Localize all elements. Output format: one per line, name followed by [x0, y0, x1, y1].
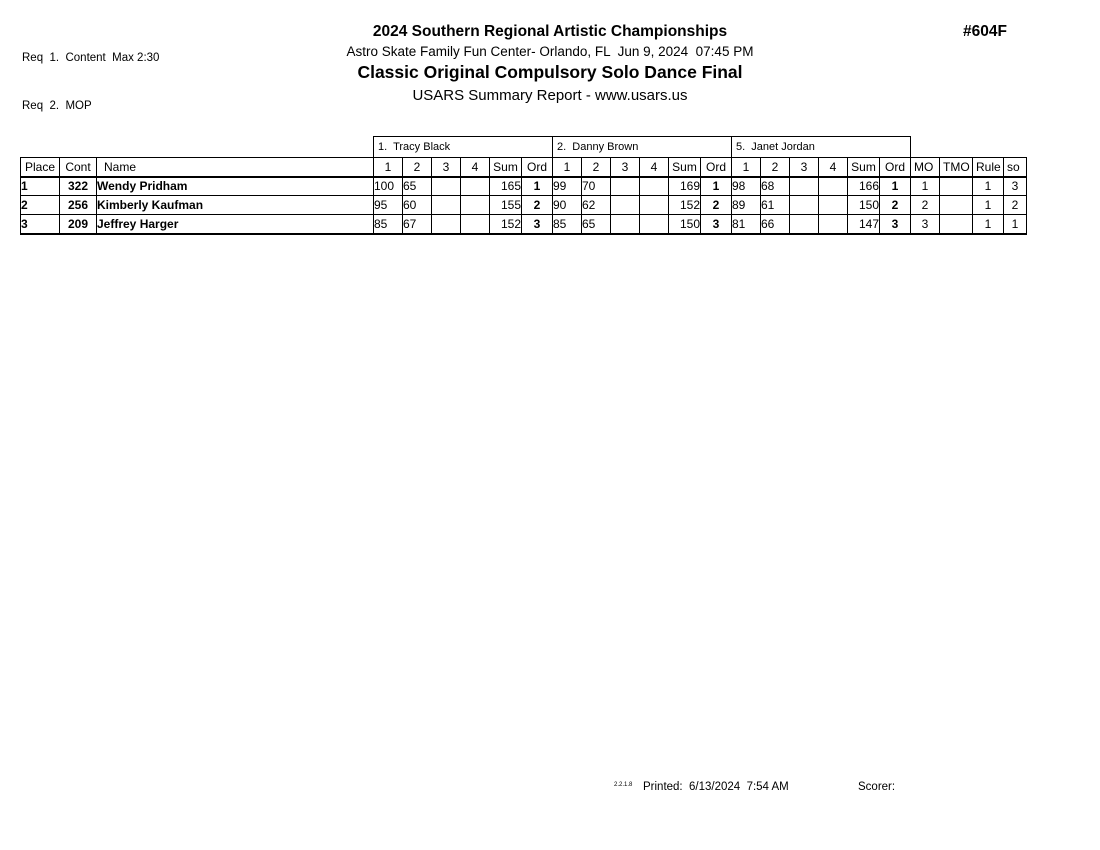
ordinal-cell: 1 [522, 177, 553, 196]
sum-cell: 152 [490, 215, 522, 234]
score4-header: 4 [819, 158, 848, 177]
score3-header: 3 [432, 158, 461, 177]
sum-cell: 150 [669, 215, 701, 234]
score-cell [640, 215, 669, 234]
score2-header: 2 [761, 158, 790, 177]
score-cell: 100 [374, 177, 403, 196]
score1-header: 1 [732, 158, 761, 177]
sum-cell: 166 [848, 177, 880, 196]
venue-date-line: Astro Skate Family Fun Center- Orlando, FL Jun 9, 2024 07:45 PM [346, 44, 754, 59]
ordinal-cell: 2 [701, 196, 732, 215]
so-header: so [1004, 158, 1027, 177]
rule-header: Rule [973, 158, 1004, 177]
judge-row-spacer [21, 137, 374, 158]
contestant-number-cell: 322 [60, 177, 97, 196]
judge-header: 5. Janet Jordan [732, 137, 911, 158]
skate-order-cell: 2 [1004, 196, 1027, 215]
place-cell: 1 [21, 177, 60, 196]
cont-header: Cont [60, 158, 97, 177]
score-cell [611, 215, 640, 234]
score4-header: 4 [461, 158, 490, 177]
requirement-line-2: Req 2. MOP [22, 100, 92, 112]
sum-header: Sum [490, 158, 522, 177]
championship-title: 2024 Southern Regional Artistic Championships [372, 23, 728, 40]
score-cell [461, 196, 490, 215]
score1-header: 1 [553, 158, 582, 177]
score-cell: 67 [403, 215, 432, 234]
skater-row [21, 177, 1027, 196]
score-cell: 65 [403, 177, 432, 196]
score-cell [432, 196, 461, 215]
ordinal-cell: 3 [880, 215, 911, 234]
score-cell: 65 [582, 215, 611, 234]
majority-ordinal-cell: 2 [911, 196, 940, 215]
ordinal-cell: 2 [880, 196, 911, 215]
contestant-number-cell: 209 [60, 215, 97, 234]
score-cell: 99 [553, 177, 582, 196]
sum-cell: 169 [669, 177, 701, 196]
rule-cell: 1 [973, 177, 1004, 196]
software-version: 2.2.1.8 [614, 782, 633, 788]
score-cell: 85 [374, 215, 403, 234]
score1-header: 1 [374, 158, 403, 177]
ord-header: Ord [701, 158, 732, 177]
event-title: Classic Original Compulsory Solo Dance Final [357, 62, 743, 82]
skater-row [21, 215, 1027, 234]
sum-cell: 152 [669, 196, 701, 215]
score-cell: 70 [582, 177, 611, 196]
sum-cell: 165 [490, 177, 522, 196]
score-cell [640, 196, 669, 215]
place-cell: 2 [21, 196, 60, 215]
column-header-row [21, 158, 1027, 177]
scorer-label: Scorer: [858, 781, 896, 793]
majority-ordinal-cell: 1 [911, 177, 940, 196]
report-title: USARS Summary Report - www.usars.us [412, 87, 688, 104]
score-cell: 98 [732, 177, 761, 196]
judge-header: 1. Tracy Black [374, 137, 553, 158]
score-cell [819, 196, 848, 215]
skate-order-cell: 1 [1004, 215, 1027, 234]
results-table [20, 136, 1027, 235]
score-cell [432, 177, 461, 196]
score-cell [640, 177, 669, 196]
contestant-number-cell: 256 [60, 196, 97, 215]
ordinal-cell: 3 [522, 215, 553, 234]
mo-header: MO [911, 158, 940, 177]
total-majority-ordinal-cell [940, 215, 973, 234]
ord-header: Ord [880, 158, 911, 177]
sum-cell: 147 [848, 215, 880, 234]
ordinal-cell: 2 [522, 196, 553, 215]
score-cell [819, 215, 848, 234]
report-header [0, 23, 1100, 104]
score-cell: 60 [403, 196, 432, 215]
rule-cell: 1 [973, 215, 1004, 234]
skater-row [21, 196, 1027, 215]
score-cell: 66 [761, 215, 790, 234]
score-cell [790, 177, 819, 196]
score-cell [790, 215, 819, 234]
judge-header-row [21, 137, 1027, 158]
tmo-header: TMO [940, 158, 973, 177]
event-number: #604F [963, 23, 1007, 40]
score-cell: 85 [553, 215, 582, 234]
sum-header: Sum [669, 158, 701, 177]
total-majority-ordinal-cell [940, 196, 973, 215]
score-cell: 95 [374, 196, 403, 215]
skater-name-cell: Kimberly Kaufman [97, 196, 374, 215]
judge-header: 2. Danny Brown [553, 137, 732, 158]
score-cell [790, 196, 819, 215]
skater-name-cell: Jeffrey Harger [97, 215, 374, 234]
judge-row-spacer [911, 137, 1027, 158]
score-cell: 68 [761, 177, 790, 196]
place-cell: 3 [21, 215, 60, 234]
sum-cell: 155 [490, 196, 522, 215]
ordinal-cell: 3 [701, 215, 732, 234]
printed-timestamp: Printed: 6/13/2024 7:54 AM [643, 781, 789, 793]
requirement-line-1: Req 1. Content Max 2:30 [22, 52, 160, 64]
score-cell [432, 215, 461, 234]
name-header: Name [97, 158, 374, 177]
score2-header: 2 [403, 158, 432, 177]
place-header: Place [21, 158, 60, 177]
skater-name-cell: Wendy Pridham [97, 177, 374, 196]
sum-header: Sum [848, 158, 880, 177]
score-cell [819, 177, 848, 196]
majority-ordinal-cell: 3 [911, 215, 940, 234]
score-cell [461, 215, 490, 234]
ord-header: Ord [522, 158, 553, 177]
score-cell: 61 [761, 196, 790, 215]
score-cell [611, 177, 640, 196]
score2-header: 2 [582, 158, 611, 177]
ordinal-cell: 1 [880, 177, 911, 196]
score-cell: 62 [582, 196, 611, 215]
score-cell [461, 177, 490, 196]
score4-header: 4 [640, 158, 669, 177]
score-cell [611, 196, 640, 215]
score3-header: 3 [790, 158, 819, 177]
ordinal-cell: 1 [701, 177, 732, 196]
total-majority-ordinal-cell [940, 177, 973, 196]
score3-header: 3 [611, 158, 640, 177]
sum-cell: 150 [848, 196, 880, 215]
score-cell: 81 [732, 215, 761, 234]
score-cell: 90 [553, 196, 582, 215]
skate-order-cell: 3 [1004, 177, 1027, 196]
rule-cell: 1 [973, 196, 1004, 215]
score-cell: 89 [732, 196, 761, 215]
